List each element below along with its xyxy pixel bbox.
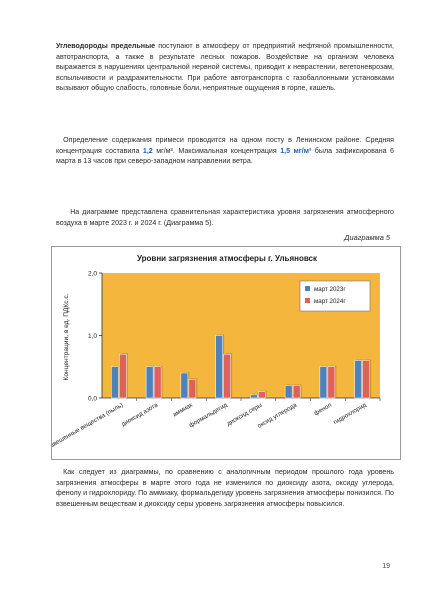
bar-2024	[328, 367, 335, 398]
x-tick-label: формальдегид	[187, 401, 229, 430]
page-number: 19	[382, 563, 390, 570]
bar-2024	[119, 354, 126, 398]
x-tick-label: оксид углерода	[256, 401, 299, 430]
paragraph-text: была зафиксирована 6 марта в 13 часов при северо-западном направлении ветра.	[56, 146, 394, 166]
pollution-bar-chart	[52, 247, 400, 459]
y-tick-label: 2,0	[87, 270, 97, 278]
paragraph-text: поступают в атмосферу от предприятий нефтяной промышленности, автотранспорта, а также в результате лесных пожаров. Воздействие на организм человека выражается в нарушениях центральной нервной системы, приводит к неврастении, вегетоневрозам, вспыльчивости и раздражительности. При работе автотранспорта с газобаллонными установками вызывают общую слабость, головные боли, неприятные ощущения в горле, кашель.	[56, 42, 394, 93]
paragraph-text: мг/м³. Максимальная концентрация	[152, 146, 281, 155]
legend-swatch	[305, 286, 310, 291]
y-tick-label: 0,0	[87, 395, 97, 403]
y-tick-label: 1,0	[87, 333, 97, 340]
diagram-caption: Диаграмма 5	[344, 233, 390, 242]
x-tick-label: взвешенные вещества (пыль)	[52, 401, 125, 451]
bar-2023	[320, 367, 327, 398]
bar-2023	[146, 367, 153, 398]
chart-container	[51, 246, 401, 460]
chart-title: Уровни загрязнения атмосферы г. Ульяновск	[136, 254, 318, 263]
bar-2024	[258, 392, 265, 398]
max-concentration: 1,5 мг/м³	[280, 146, 312, 155]
paragraph-text: Определение содержания примеси проводится на одном посту в Ленинском районе. Средняя концентрация составила	[56, 136, 394, 155]
bar-2023	[355, 361, 362, 399]
paragraph-diagram-intro	[56, 207, 394, 228]
paragraph-hydrocarbons	[56, 41, 394, 94]
x-tick-label: диоксид азота	[120, 401, 160, 429]
x-tick-label: диоксид серы	[225, 401, 264, 428]
paragraph-conclusion	[56, 467, 394, 509]
x-tick-label: фенол	[313, 401, 333, 418]
legend-label: март 2023г	[314, 286, 346, 293]
legend-swatch	[305, 298, 310, 303]
bar-2024	[363, 361, 370, 399]
x-tick-label: гидрохлорид	[332, 401, 368, 427]
x-tick-label: аммиак	[171, 401, 194, 419]
bar-2024	[154, 367, 161, 398]
bar-2024	[293, 386, 300, 399]
paragraph-text: На диаграмме представлена сравнительная характеристика уровня загрязнения атмосферного воздуха в марте 2023 г. и 2024 г. (Диаграмма 5).	[56, 208, 394, 227]
paragraph-lead: Углеводороды предельные	[56, 42, 156, 50]
y-axis-label: Концентрации, в ед. ПДКс.с.	[63, 293, 70, 381]
bar-2024	[224, 354, 231, 398]
bar-2023	[250, 395, 257, 398]
bar-2023	[111, 367, 118, 398]
paragraph-text: Как следует из диаграммы, по сравнению с аналогичным периодом прошлого года уровень загрязнения атмосферы в марте этого года не изменился по диоксиду азота, оксиду углерода, фенолу и гидрохлориду. По аммиаку, формальдегиду уровень загрязнения атмосферы понизился. По взвешенным веществам и диоксиду серы уровень загрязнения атмосферы повысился.	[56, 468, 394, 508]
bar-2023	[181, 373, 188, 398]
paragraph-concentration	[56, 135, 394, 167]
legend-label: март 2024г	[314, 298, 346, 305]
chart-legend	[300, 281, 370, 311]
avg-concentration: 1,2	[142, 146, 153, 155]
x-tick-labels	[52, 401, 368, 450]
bar-2024	[189, 379, 196, 398]
bar-2023	[285, 386, 292, 399]
bar-2023	[216, 336, 223, 399]
